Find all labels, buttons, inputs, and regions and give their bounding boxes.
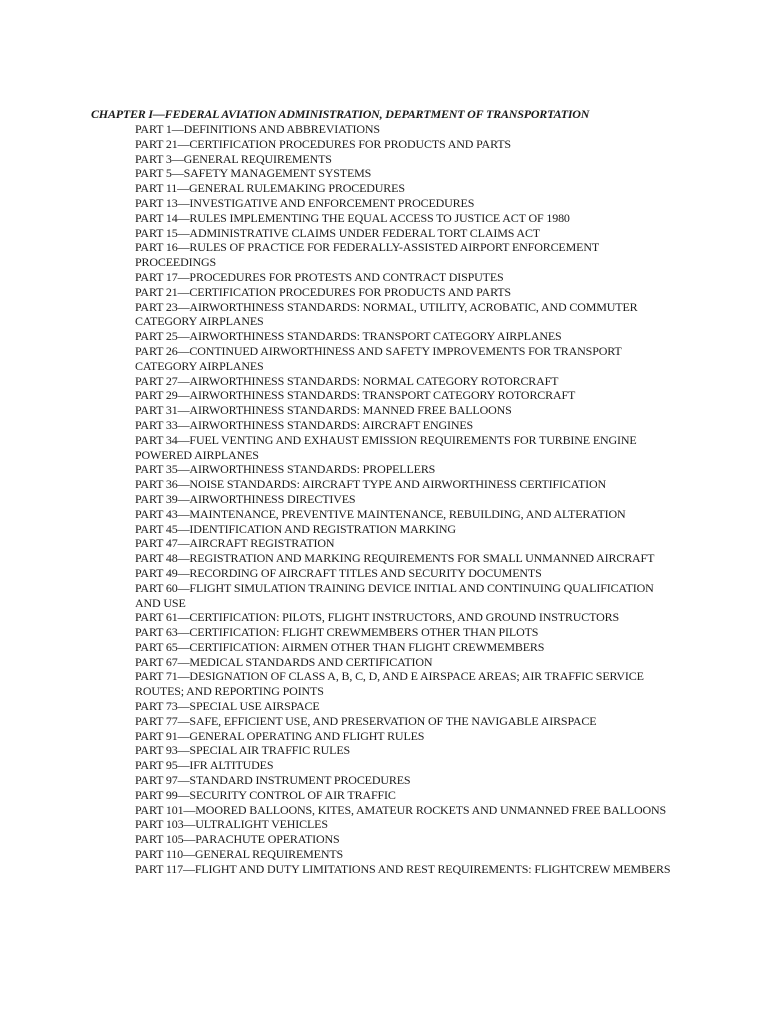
part-item: PART 63—CERTIFICATION: FLIGHT CREWMEMBERS OTHER THAN PILOTS [135, 625, 539, 640]
part-item: PART 34—FUEL VENTING AND EXHAUST EMISSION REQUIREMENTS FOR TURBINE ENGINE POWERED AIRPLANES [135, 432, 637, 462]
part-item: PART 91—GENERAL OPERATING AND FLIGHT RULES [135, 728, 425, 743]
part-item: PART 110—GENERAL REQUIREMENTS [135, 847, 344, 862]
part-item: PART 39—AIRWORTHINESS DIRECTIVES [135, 491, 356, 506]
part-item: PART 3—GENERAL REQUIREMENTS [135, 151, 332, 166]
part-item: PART 105—PARACHUTE OPERATIONS [135, 832, 340, 847]
part-item: PART 67—MEDICAL STANDARDS AND CERTIFICATION [135, 654, 433, 669]
part-item: PART 26—CONTINUED AIRWORTHINESS AND SAFETY IMPROVEMENTS FOR TRANSPORT CATEGORY AIRPLANES [135, 343, 622, 373]
part-item: PART 13—INVESTIGATIVE AND ENFORCEMENT PROCEDURES [135, 195, 475, 210]
part-item: PART 95—IFR ALTITUDES [135, 758, 274, 773]
part-item: PART 33—AIRWORTHINESS STANDARDS: AIRCRAFT ENGINES [135, 417, 474, 432]
part-item: PART 21—CERTIFICATION PROCEDURES FOR PRODUCTS AND PARTS [135, 284, 511, 299]
part-item: PART 48—REGISTRATION AND MARKING REQUIREMENTS FOR SMALL UNMANNED AIRCRAFT [135, 551, 655, 566]
part-item: PART 97—STANDARD INSTRUMENT PROCEDURES [135, 773, 411, 788]
part-item: PART 35—AIRWORTHINESS STANDARDS: PROPELLERS [135, 462, 436, 477]
part-item: PART 65—CERTIFICATION: AIRMEN OTHER THAN FLIGHT CREWMEMBERS [135, 639, 545, 654]
part-item: PART 45—IDENTIFICATION AND REGISTRATION MARKING [135, 521, 456, 536]
part-item: PART 93—SPECIAL AIR TRAFFIC RULES [135, 743, 351, 758]
part-item: PART 27—AIRWORTHINESS STANDARDS: NORMAL CATEGORY ROTORCRAFT [135, 373, 559, 388]
part-item: PART 21—CERTIFICATION PROCEDURES FOR PRODUCTS AND PARTS [135, 136, 511, 151]
part-item: PART 60—FLIGHT SIMULATION TRAINING DEVICE INITIAL AND CONTINUING QUALIFICATION AND USE [135, 580, 654, 610]
part-item: PART 71—DESIGNATION OF CLASS A, B, C, D, AND E AIRSPACE AREAS; AIR TRAFFIC SERVICE ROUTES; AND REPORTING POINTS [135, 669, 644, 699]
part-item: PART 77—SAFE, EFFICIENT USE, AND PRESERVATION OF THE NAVIGABLE AIRSPACE [135, 713, 597, 728]
part-item: PART 31—AIRWORTHINESS STANDARDS: MANNED FREE BALLOONS [135, 403, 512, 418]
part-item: PART 36—NOISE STANDARDS: AIRCRAFT TYPE AND AIRWORTHINESS CERTIFICATION [135, 477, 607, 492]
part-item: PART 14—RULES IMPLEMENTING THE EQUAL ACCESS TO JUSTICE ACT OF 1980 [135, 210, 570, 225]
part-item: PART 47—AIRCRAFT REGISTRATION [135, 536, 335, 551]
part-item: PART 29—AIRWORTHINESS STANDARDS: TRANSPORT CATEGORY ROTORCRAFT [135, 388, 576, 403]
chapter-title: CHAPTER I—FEDERAL AVIATION ADMINISTRATION, DEPARTMENT OF TRANSPORTATION [91, 107, 590, 121]
document-page [91, 107, 681, 877]
part-item: PART 43—MAINTENANCE, PREVENTIVE MAINTENANCE, REBUILDING, AND ALTERATION [135, 506, 626, 521]
part-item: PART 17—PROCEDURES FOR PROTESTS AND CONTRACT DISPUTES [135, 269, 504, 284]
part-item: PART 25—AIRWORTHINESS STANDARDS: TRANSPORT CATEGORY AIRPLANES [135, 329, 562, 344]
part-item: PART 1—DEFINITIONS AND ABBREVIATIONS [135, 122, 380, 136]
part-item: PART 23—AIRWORTHINESS STANDARDS: NORMAL, UTILITY, ACROBATIC, AND COMMUTER CATEGORY AIRPLANES [135, 299, 638, 329]
part-item: PART 103—ULTRALIGHT VEHICLES [135, 817, 328, 832]
part-item: PART 61—CERTIFICATION: PILOTS, FLIGHT INSTRUCTORS, AND GROUND INSTRUCTORS [135, 610, 620, 625]
part-item: PART 73—SPECIAL USE AIRSPACE [135, 699, 320, 714]
part-item: PART 117—FLIGHT AND DUTY LIMITATIONS AND REST REQUIREMENTS: FLIGHTCREW MEMBERS [135, 861, 671, 876]
part-item: PART 5—SAFETY MANAGEMENT SYSTEMS [135, 166, 372, 181]
part-item: PART 99—SECURITY CONTROL OF AIR TRAFFIC [135, 787, 396, 802]
part-item: PART 16—RULES OF PRACTICE FOR FEDERALLY-ASSISTED AIRPORT ENFORCEMENT PROCEEDINGS [135, 240, 599, 270]
part-item: PART 11—GENERAL RULEMAKING PROCEDURES [135, 181, 405, 196]
part-item: PART 49—RECORDING OF AIRCRAFT TITLES AND SECURITY DOCUMENTS [135, 565, 542, 580]
part-item: PART 101—MOORED BALLOONS, KITES, AMATEUR ROCKETS AND UNMANNED FREE BALLOONS [135, 802, 667, 817]
part-item: PART 15—ADMINISTRATIVE CLAIMS UNDER FEDERAL TORT CLAIMS ACT [135, 225, 540, 240]
parts-list [91, 122, 681, 877]
